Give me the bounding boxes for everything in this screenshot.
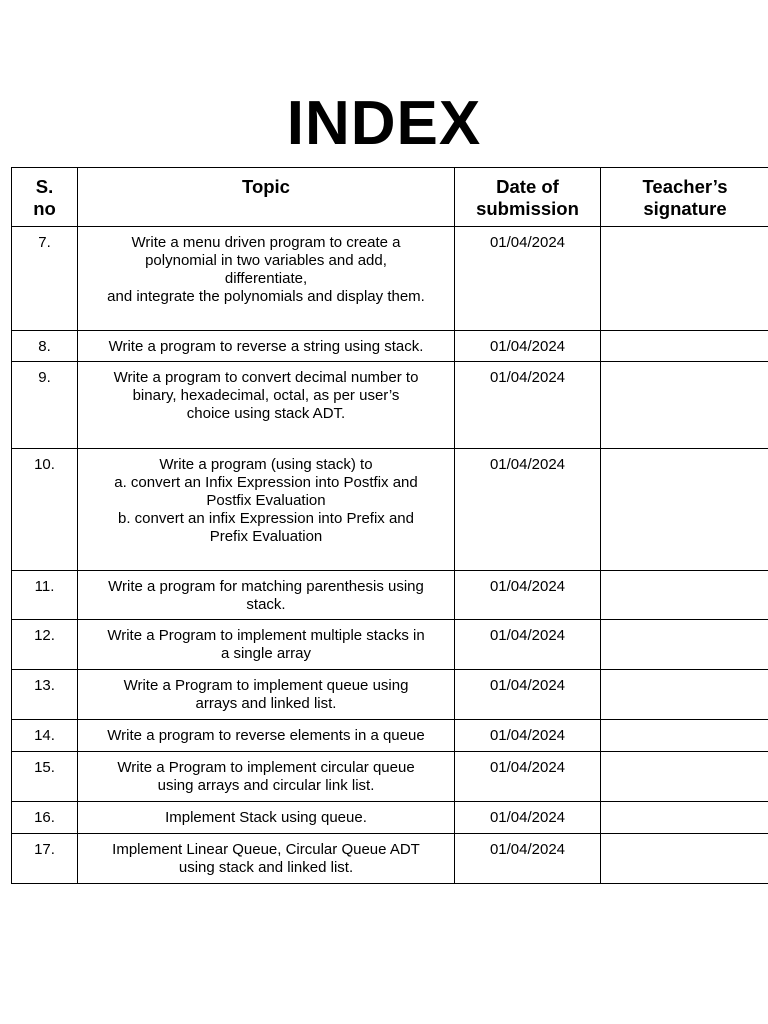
row-sno: 12. (12, 620, 78, 670)
table-row (12, 670, 768, 720)
row-sno: 9. (12, 362, 78, 449)
row-signature (601, 571, 768, 620)
table-row (12, 227, 768, 331)
row-topic: Implement Stack using queue. (78, 802, 455, 834)
row-topic: Implement Linear Queue, Circular Queue ADT using stack and linked list. (78, 834, 455, 884)
row-sno: 11. (12, 571, 78, 620)
row-topic: Write a menu driven program to create a polynomial in two variables and add, differentiate, and integrate the polynomials and display them. (78, 227, 455, 331)
row-sno: 13. (12, 670, 78, 720)
table-row (12, 362, 768, 449)
table-row (12, 834, 768, 884)
row-date: 01/04/2024 (455, 834, 601, 884)
row-date: 01/04/2024 (455, 620, 601, 670)
row-topic: Write a Program to implement multiple stacks in a single array (78, 620, 455, 670)
row-signature (601, 331, 768, 362)
row-date: 01/04/2024 (455, 362, 601, 449)
row-signature (601, 802, 768, 834)
header-date: Date of submission (455, 168, 601, 227)
row-topic: Write a program to convert decimal number to binary, hexadecimal, octal, as per user’s choice using stack ADT. (78, 362, 455, 449)
row-sno: 14. (12, 720, 78, 752)
table-row (12, 331, 768, 362)
row-date: 01/04/2024 (455, 331, 601, 362)
page-title: INDEX (286, 89, 482, 158)
row-date: 01/04/2024 (455, 670, 601, 720)
row-signature (601, 834, 768, 884)
header-signature: Teacher’s signature (601, 168, 768, 227)
row-date: 01/04/2024 (455, 752, 601, 802)
row-sno: 15. (12, 752, 78, 802)
table-row (12, 449, 768, 571)
row-sno: 10. (12, 449, 78, 571)
header-row (12, 168, 768, 227)
row-topic: Write a program to reverse elements in a queue (78, 720, 455, 752)
row-date: 01/04/2024 (455, 449, 601, 571)
table-row (12, 802, 768, 834)
row-signature (601, 720, 768, 752)
row-date: 01/04/2024 (455, 227, 601, 331)
index-table (11, 167, 768, 884)
row-sno: 7. (12, 227, 78, 331)
row-sno: 8. (12, 331, 78, 362)
table-row (12, 620, 768, 670)
row-sno: 16. (12, 802, 78, 834)
row-date: 01/04/2024 (455, 802, 601, 834)
row-signature (601, 670, 768, 720)
table-row (12, 720, 768, 752)
row-date: 01/04/2024 (455, 720, 601, 752)
row-topic: Write a program for matching parenthesis using stack. (78, 571, 455, 620)
row-topic: Write a Program to implement queue using arrays and linked list. (78, 670, 455, 720)
row-topic: Write a program (using stack) to a. convert an Infix Expression into Postfix and Postfix Evaluation b. convert an infix Expression into Prefix and Prefix Evaluation (78, 449, 455, 571)
row-sno: 17. (12, 834, 78, 884)
row-date: 01/04/2024 (455, 571, 601, 620)
row-signature (601, 620, 768, 670)
row-signature (601, 227, 768, 331)
header-sno: S. no (12, 168, 78, 227)
table-row (12, 571, 768, 620)
row-signature (601, 752, 768, 802)
table-row (12, 752, 768, 802)
row-signature (601, 362, 768, 449)
header-topic: Topic (78, 168, 455, 227)
row-topic: Write a program to reverse a string using stack. (78, 331, 455, 362)
row-topic: Write a Program to implement circular queue using arrays and circular link list. (78, 752, 455, 802)
row-signature (601, 449, 768, 571)
